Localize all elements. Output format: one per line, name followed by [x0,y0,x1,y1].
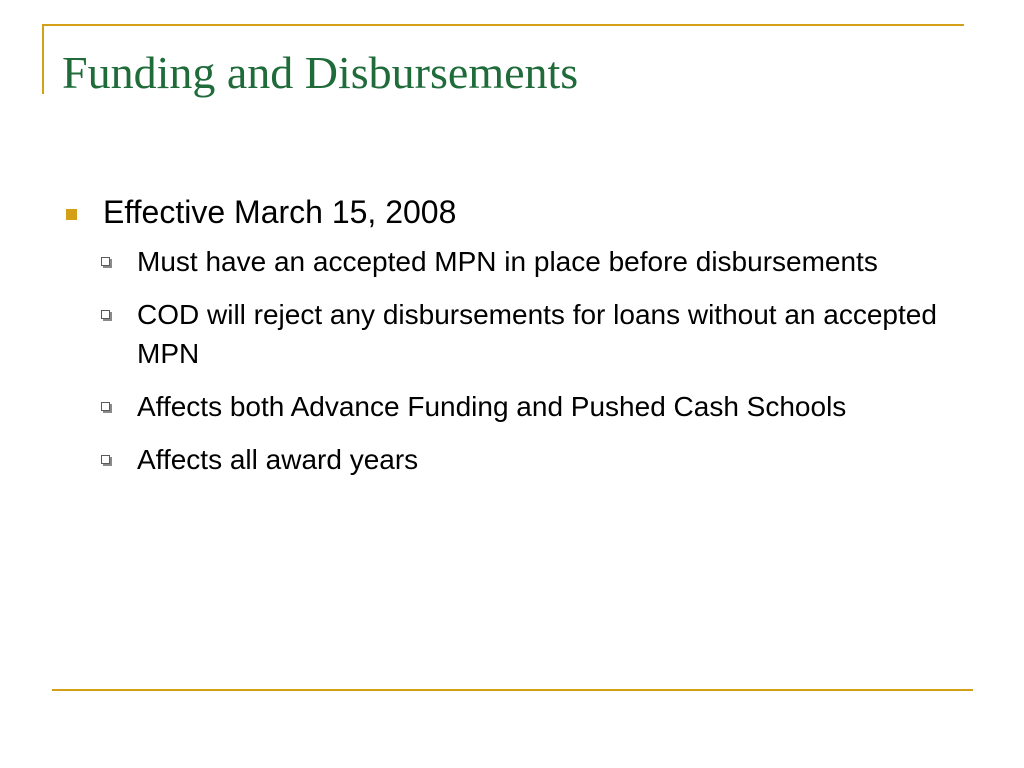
sub-bullet-item [137,295,957,373]
sub-bullet-text: Affects all award years [137,444,419,475]
top-accent-line [42,24,964,26]
sub-bullet-text: COD will reject any disbursements for loans without an accepted MPN [137,299,937,369]
slide-title: Funding and Disbursements [62,47,579,98]
sub-bullet-text: Affects both Advance Funding and Pushed Cash Schools [137,391,847,422]
sub-bullet-item [137,242,957,281]
bottom-accent-line [52,689,973,691]
left-accent-line [42,24,44,94]
hollow-square-bullet-icon [101,455,110,464]
bullet-text: Effective March 15, 2008 [103,194,457,230]
hollow-square-bullet-icon [101,257,110,266]
hollow-square-bullet-icon [101,310,110,319]
hollow-square-bullet-icon [101,402,110,411]
square-bullet-icon [66,209,77,220]
bullet-content [62,190,962,493]
sub-bullet-item [137,387,957,426]
sub-bullet-text: Must have an accepted MPN in place before disbursements [137,246,878,277]
sub-bullet-list [62,242,962,479]
sub-bullet-item [137,440,957,479]
bullet-item-effective-date [62,190,962,234]
